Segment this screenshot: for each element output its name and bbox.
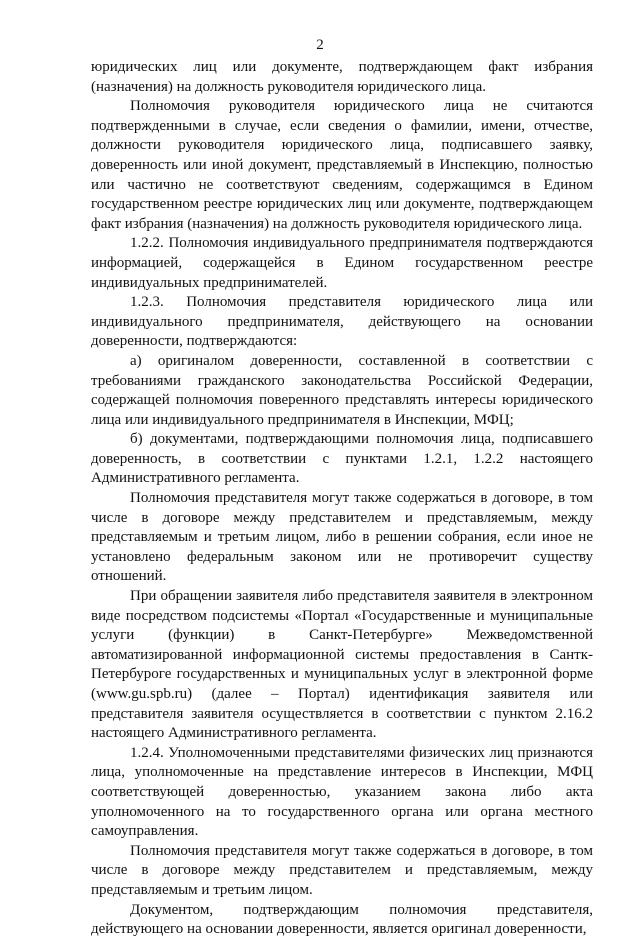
clause-1-2-2: 1.2.2. Полномочия индивидуального предпринимателя подтверждаются информацией, содержащейся в Едином государственном реестре индивидуальных предпринимателей. <box>91 235 593 291</box>
paragraph: При обращении заявителя либо представителя заявителя в электронном виде посредством подсистемы «Портал «Государственные и муниципальные услуги (функции) в Санкт-Петербурге» Межведомственной автоматизированной информационной системы предоставления в Сантк-Петербуроге государственных и муниципальных услуг в электронной форме (www.gu.spb.ru) (далее – Портал) идентификация заявителя или представителя заявителя осуществляется в соответствии с пунктом 2.16.2 настоящего Административного регламента. <box>91 588 593 742</box>
list-item-a: а) оригиналом доверенности, составленной в соответствии с требованиями гражданского законодательства Российской Федерации, содержащей полномочия поверенного представлять интересы юридического лица или индивидуального предпринимателя в Инспекции, МФЦ; <box>91 352 593 428</box>
paragraph: Полномочия представителя могут также содержаться в договоре, в том числе в договоре между представителем и представляемым, между представляемым и третьим лицом. <box>91 842 593 898</box>
paragraph: Полномочия руководителя юридического лица не считаются подтвержденными в случае, если сведения о фамилии, имени, отчестве, должности руководителя юридического лица, подписавшего заявку, доверенность или иной документ, представляемый в Инспекцию, полностью или частично не соответствуют сведениям, содержащимся в Едином государственном реестре юридических лиц или документе, подтверждающем факт избрания (назначения) на должность руководителя юридического лица. <box>91 98 593 232</box>
list-item-b: б) документами, подтверждающими полномочия лица, подписавшего доверенность, в соответствии с пунктами 1.2.1, 1.2.2 настоящего Административного регламента. <box>91 431 593 487</box>
page-number: 2 <box>316 37 324 53</box>
clause-1-2-3: 1.2.3. Полномочия представителя юридического лица или индивидуального предпринимателя, действующего на основании доверенности, подтверждаются: <box>91 294 593 350</box>
paragraph: Документом, подтверждающим полномочия представителя, действующего на основании доверенности, является оригинал доверенности, <box>91 901 593 938</box>
paragraph: Полномочия представителя могут также содержаться в договоре, в том числе в договоре между представителем и представляемым, между представляемым и третьим лицом, либо в решении собрания, если иное не установлено федеральным законом или не противоречит существу отношений. <box>91 490 593 585</box>
document-body <box>91 58 593 940</box>
paragraph-continuation: юридических лиц или документе, подтверждающем факт избрания (назначения) на должность руководителя юридического лица. <box>91 59 593 95</box>
clause-1-2-4: 1.2.4. Уполномоченными представителями физических лиц признаются лица, уполномоченные на представление интересов в Инспекции, МФЦ соответствующей доверенностью, указанием закона либо акта уполномоченного на то государственного органа или органа местного самоуправления. <box>91 744 593 840</box>
